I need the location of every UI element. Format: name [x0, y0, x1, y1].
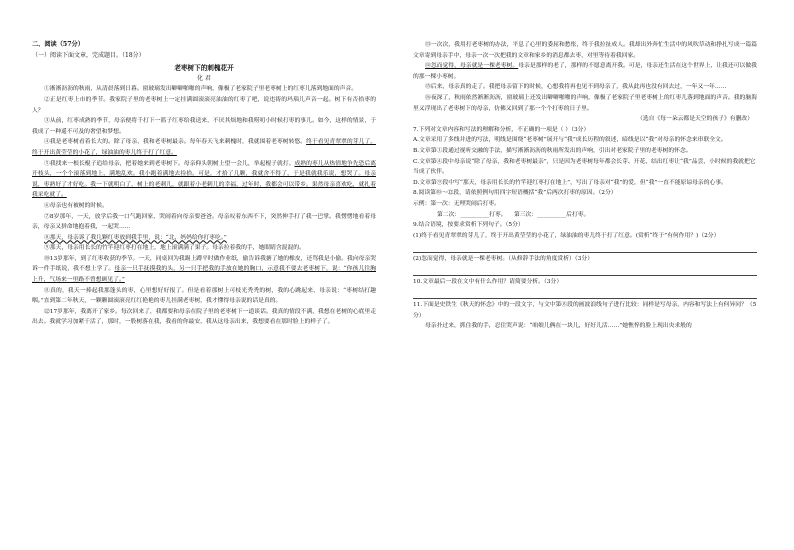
paragraph-1: ①淅淅沥沥的秋雨，从清晨落到日暮。窗玻璃发出噼噼啪啪的声响，像极了老家院子里老枣树上的红枣儿落到地面的声音。: [44, 86, 358, 93]
underlined-sentence-1: 终于看见青翠翠的芽儿了，终于开出黄莹莹的小花了，绿油油的枣儿终于打了红意。: [32, 139, 376, 156]
paragraph-13: ⑬一次次，我用打老枣树的办法，平息了心里的委屈和愁怅，终于我拉扯成人。我却出外奔忙生活中的风吹草动和挣扎写成一篇篇文章寄到母亲手中，母亲一次一次把我的文章和家乡的消息都去枣，对里等待着我回家。: [413, 42, 757, 59]
underlined-sentence-3: 母亲一只手抚摸我的头，另一只手把我的手放在她的胸口，示意我不要去老枣树下，说：“你孩儿往胸上升，气场来一里路不曾想顾见了。”: [32, 266, 376, 284]
paragraph-5: [32, 159, 376, 201]
paragraph-8: ⑧那天，母亲诉了我几颗红枣放到我手里，说：“北，妈妈给你打枣吃。”: [44, 234, 227, 241]
answer-line-9-1[interactable]: [413, 241, 757, 253]
paragraph-14: [413, 61, 757, 82]
paragraph-6: ⑥母亲也有被树的时候。: [44, 202, 108, 209]
answer-line-9-2[interactable]: [413, 264, 757, 276]
question-7: 7.下列对文章内容和写法的理解和分析，不正确的一项是（ ）（3分）: [413, 126, 590, 133]
question-8-answers: [413, 210, 757, 221]
paragraph-5-text: ⑤我找来一根长棍子追给母亲，把着她来到老枣树下。母亲仰头朝树上望一会儿，举起棍子就打。: [44, 160, 295, 167]
question-8-second[interactable]: 第二次：__________打枣。: [437, 211, 507, 218]
question-7-option-c: C.文章第④段中母亲说“除了母亲，我和老枣树最亲”，只是因为老枣树每年都会长芽、开花、结出红枣让“我”品尝，小时候的我就把它当成了伙伴。: [413, 158, 756, 176]
paragraph-14-text: 母亲是那样的老了，那样的不愿意离开我。可是，母亲还生活在这个世界上，让我还可以做我的那一棵小枣树。: [413, 63, 757, 80]
left-column: [32, 40, 376, 328]
question-7-option-b: B.文章第①段通过视听交融的手法，描写淅淅沥沥的秋雨所发出的声响，引出对老家院子里的老枣树的怀念。: [413, 147, 692, 154]
paragraph-4: [32, 137, 376, 158]
right-column: [413, 40, 757, 332]
question-9: 9.结合语境，按要求赏析下列句子。（5分）: [413, 222, 524, 229]
paragraph-10-text: ⑩13岁那年，到了红枣收获的季节。一天，同桌回为我踢上蹲平时做作业纸，偷告诉我搪了她的橡皮，还骂我是小偷。我向母亲哭诉一件手纸说，我不想上学了。: [32, 255, 377, 273]
paragraph-11: ⑪真的，我天一捧起我那蓬头的枣，心里想好好报了。但是看着那树上可枝光秃秃的树，我的心跳起来，母亲说：“枣树结打趣咽。”直到第二年秋天，一颗颗圆滚滚亮红红艳艳的枣儿挂满老枣树，我才懂得母亲说的话是真的。: [32, 287, 376, 305]
answer-line-10[interactable]: [413, 288, 757, 300]
question-8-example: 示例：第一次：无理哭闹后打枣。: [413, 200, 500, 207]
section-heading: 二、阅读（57分）: [32, 41, 84, 48]
question-9-part-1: (1)终于看见青翠翠的芽儿了，终于开出黄莹莹的小花了，绿油油的枣儿终于打了红意。(赏析“终于”有何作用？)（2分）: [413, 232, 720, 239]
paragraph-16: ⑯夜深了，秋雨依然淅淅沥沥，窗玻璃上还发出噼噼啪啪的声响，像极了老家院子里老枣树上的红枣儿落到地面的声音。我的脑海里又浮现出了老枣树下的母亲，仿佛又回到了那一个个打枣的日子里。: [413, 94, 757, 112]
question-7-option-a: A.文章采用了多线并进的写法，明线是围绕“老枣树”展开与“我”成长历程的叙述，暗线是以“我”对母亲的怀念来串联全文。: [413, 137, 727, 144]
paragraph-3: ③从前，红枣成熟的季节，母亲便将千打下一篮子红枣给我送来，不厌其烦地和我唠叨小时候打枣的事儿。如今，这样的情景，于我成了一种遥不可及的奢望和梦想。: [32, 118, 376, 135]
paragraph-2: ②正是红枣上市的季节。我家院子里的老枣树上一定挂满圆滚滚亮油油的红枣了吧，说违祷的玛瑙儿声音一起。树下有否拾枣的人？: [32, 96, 376, 114]
paragraph-7: ⑦8岁那年，一天，放学后我一口气跑回家，哭闹着向母亲要爸爸。母亲叹着东西不下，突然伸手打了我一巴掌。我愣愣地看着母亲，母亲又拼命地抱着我，一起哭……: [32, 213, 376, 231]
question-11-quote: 母亲扑过来，抓住我的手，忍住哭声说：“咱娘儿俩在一块儿，好好儿活……”她憔悴的脸上现出央求般的: [425, 323, 692, 330]
article-author: 化 君: [197, 74, 211, 82]
underlined-sentence-4: ⑭忽而觉得，母亲就是一棵老枣树。: [425, 63, 519, 70]
underlined-sentence-2: 成熟的枣儿从热情地争先恐后离开枝头，一个个滚落到地上，满地乱欢。我小跑着满地去捡拾。可是，才拾了几颗，我就舍不得了，于是我就我乐说，想哭了。母亲说，枣熟好了才好吃。我一下就明白了，树上的老刺儿，就跟着小老刺儿的幸福，过年时，我都会可以带乡。果然母亲喜欢吃，就扎着我采吃就了。: [32, 160, 376, 199]
paragraph-15: ⑮后来，母亲真的走了。我把母亲留下的时候，心想我将再也见不到母亲了，我从此再也没有回去过，一年又一年……: [425, 84, 727, 91]
question-8: 8.阅读第⑩～⑫段，请依照例句用四字短语概括“我”后两次打枣的原因。（2分）: [413, 190, 617, 197]
article-title: 老枣树下的刺槐花开: [174, 64, 234, 73]
paragraph-4-text: ④我是老枣树看着长大的。除了母亲，我和老枣树最亲。每年春天飞来刺槐时，我就围着老枣树转悠。: [44, 139, 307, 146]
question-8-third[interactable]: 第三次：__________后打枣。: [513, 211, 590, 218]
paragraph-12: ⑫17岁那年，我离开了家乡。每次回来了，我都要和母亲在院子里的老枣树下一道谈话。我真的情段不满，我想在老树的心底里走出去。我就学习加紧干活了，那时，一股树落在我，我看的你最安，我从这母亲出来，我想要看在那时脸上的样子了。: [32, 308, 377, 326]
subsection-heading: （一）阅读下面文章，完成题目。（18分）: [32, 51, 145, 59]
paragraph-9: ⑨那天，母亲用长长的竹竿迎红枣打在地上，地上滚满满了果子。母亲拉着我的手，她眼睛含混混的。: [44, 245, 305, 252]
question-11: 11.下面是史铁生《秋天的怀念》中的一段文字，与文中第⑧段的画波浪线句子进行比较：同样是写母亲，内容和写法上有何异同？（5分）: [413, 302, 757, 319]
article-source: （选自《每一朵云都是天空的孩子》有删改）: [637, 116, 753, 123]
question-10: 10.文章最后一段在文中有什么作用？请简要分析。（3分）: [413, 279, 563, 286]
question-7-option-d: D.文章第⑨段中写“那天，母亲用长长的竹竿迎红枣打在地上”，写出了母亲对“我”的爱，但“我”一直不能原谅母亲的心事。: [413, 179, 727, 186]
paragraph-10: [32, 254, 376, 286]
question-9-part-2: (2)忽而觉得，母亲就是一棵老枣树。（从修辞手法的角度赏析）（3分）: [413, 255, 594, 262]
